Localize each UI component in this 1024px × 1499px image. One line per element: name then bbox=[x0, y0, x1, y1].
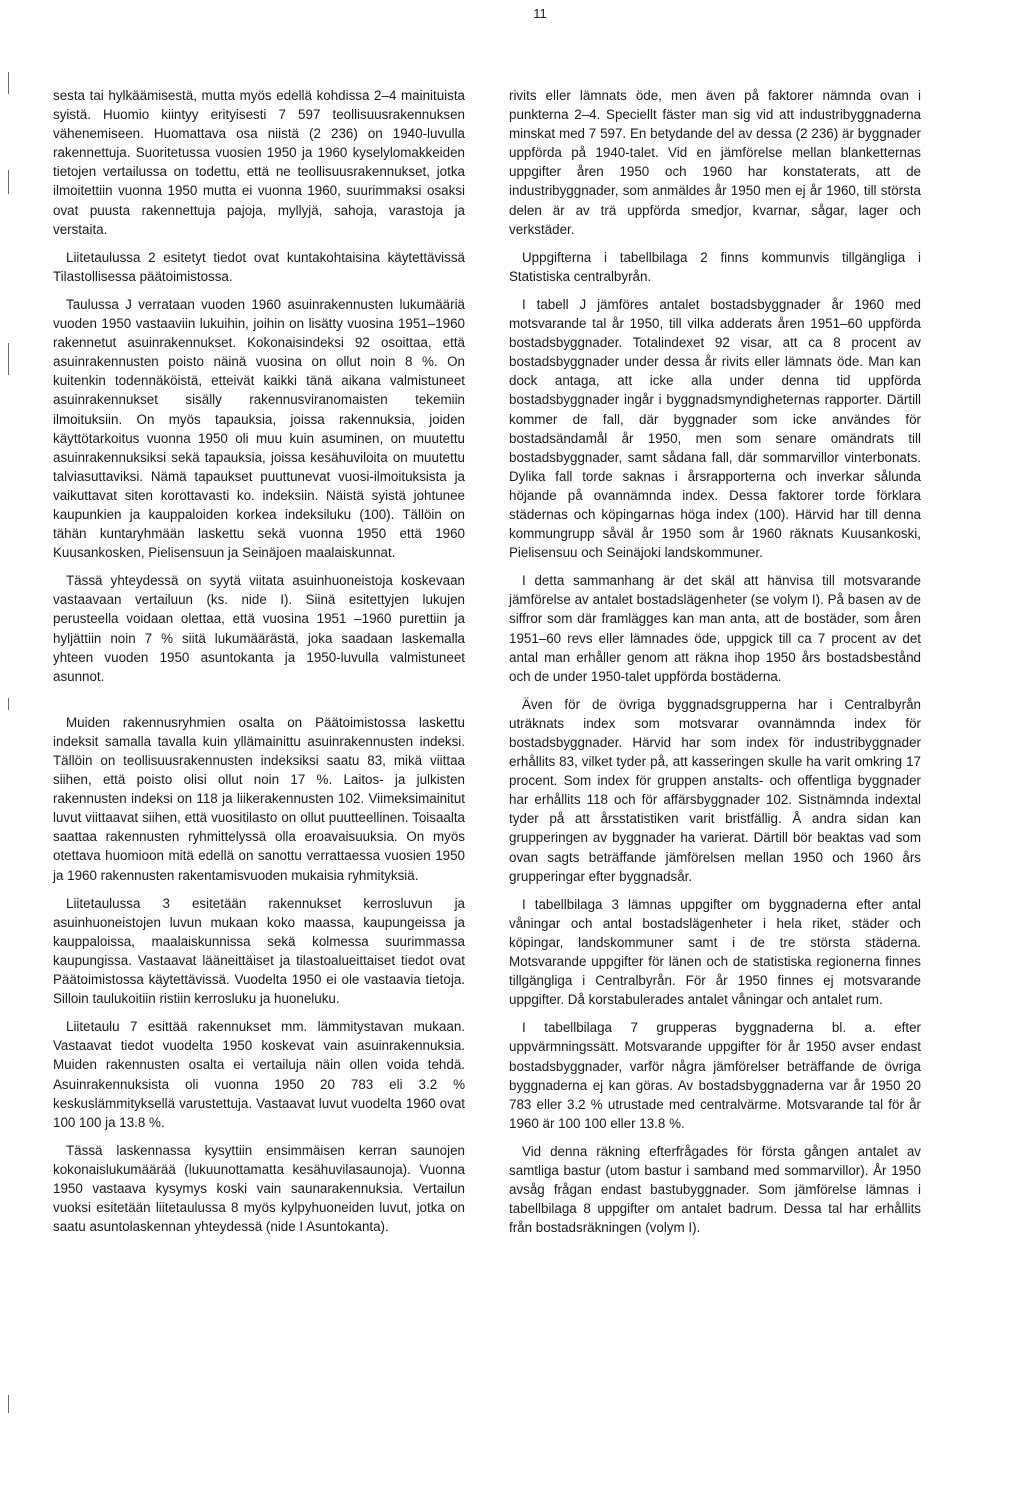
margin-mark bbox=[8, 72, 9, 94]
paragraph: rivits eller lämnats öde, men även på faktorer nämnda ovan i punkterna 2–4. Speciellt fäster man sig vid att industribyggnaderna minskat med 7 597. En betydande del av dessa (2 236) är byggnader uppförda på 1940-talet. Vid en jämförelse mellan blanketternas uppgifter åren 1950 och 1960 har konstaterats, att de industribyggnader, som anmäldes år 1950 men ej år 1960, till största delen är av trä uppförda smedjor, kvarnar, sågar, lager och verkstäder. bbox=[509, 88, 921, 237]
paragraph: I tabell J jämföres antalet bostadsbyggnader år 1960 med motsvarande tal år 1950, till vilka adderats åren 1951–60 uppförda bostadsbyggnader. Totalindexet 92 visar, att ca 8 procent av bostadsbyggnader under dessa år rivits eller lämnats öde. Man kan dock antaga, att icke alla under denna tid uppförda bostadsbyggnader ingår i byggnadsmyndigheternas rapporter. Därtill kommer de fall, där byggnader som icke användes för bostadsändamål år 1950, men som senare omändrats till bostadsbyggnader, samt sådana fall, där sommarvillor vinterbonats. Dylika fall torde saknas i årsrapporterna och inverkar sålunda höjande på ovannämnda index. Dessa faktorer torde förklara städernas och köpingarnas höga index (100). Härvid har till denna kommungrupp såväl år 1950 som år 1960 räknats Kuusankoski, Pielisensuu och Seinäjoki landskommuner. bbox=[509, 296, 921, 561]
finnish-column bbox=[53, 86, 465, 1245]
paragraph: Taulussa J verrataan vuoden 1960 asuinrakennusten lukumääriä vuoden 1950 vastaaviin lukuihin, joihin on lisätty vuosina 1951–1960 rakennetut asuinrakennukset. Kokonaisindeksi 92 osoittaa, että asuinrakennusten poisto näinä vuosina on ollut noin 8 %. On kuitenkin todennäköistä, etteivät kaikki tänä aikana valmistuneet asuinrakennukset sisälly rakennusviranomaisten tekemiin ilmoituksiin. On myös tapauksia, joissa rakennuksia, joiden käyttötarkoitus vuonna 1950 oli muu kuin asuminen, on muutettu asuinrakennuksiksi sekä tapauksia, joissa kesähuviloita on muutettu talviasuttaviksi. Nämä tapaukset puuttunevat vuosi-ilmoituksista ja vaikuttavat siten korottavasti ko. indeksiin. Näistä syistä johtunee kaupunkien ja kauppaloiden korkea indeksiluku (100). Tällöin on tähän kuntaryhmään laskettu sekä vuonna 1950 että 1960 Kuusankosken, Pielisensuun ja Seinäjoen maalaiskunnat. bbox=[53, 296, 465, 561]
paragraph: Liitetaulu 7 esittää rakennukset mm. lämmitystavan mukaan. Vastaavat tiedot vuodelta 1950 koskevat vain asuinrakennuksia. Muiden rakennusten osalta ei vertailuja näin ollen voida tehdä. Asuinrakennuksista oli vuonna 1950 20 783 eli 3.2 % keskuslämmityksellä varustettuja. Vastaavat luvut vuodelta 1960 ovat 100 100 ja 13.8 %. bbox=[53, 1019, 465, 1130]
paragraph: Liitetaulussa 2 esitetyt tiedot ovat kuntakohtaisina käytettävissä Tilastollisessa päätoimistossa. bbox=[53, 249, 465, 284]
paragraph: I detta sammanhang är det skäl att hänvisa till motsvarande jämförelse av antalet bostadslägenheter (se volym I). På basen av de siffror som där framlägges kan man anta, att de bostäder, som åren 1951–60 revs eller lämnades öde, uppgick till ca 7 procent av det antal man erhåller genom att räkna ihop 1950 års bostadsbestånd och de under 1950-talet uppförda bostäderna. bbox=[509, 573, 921, 684]
margin-mark bbox=[8, 1395, 9, 1413]
paragraph: I tabellbilaga 3 lämnas uppgifter om byggnaderna efter antal våningar och antal bostadslägenheter i hela riket, städer och köpingar, landskommuner samt i de tre största städerna. Motsvarande uppgifter för länen och de statistiska regionerna finnes tillgängliga i Centralbyrån. För år 1950 finnes ej motsvarande uppgifter. Då korstabulerades antalet våningar och antalet rum. bbox=[509, 896, 921, 1008]
margin-mark bbox=[8, 698, 9, 710]
paragraph: Även för de övriga byggnadsgrupperna har i Centralbyrån uträknats index som motsvarar ovannämnda index för bostadsbyggnader. Härvid har som index för industribyggnader erhållits 83, vilket tyder på, att kasseringen skulle ha varit omkring 17 procent. Som index för gruppen anstalts- och offentliga byggnader har erhållits 118 och för affärsbyggnader 102. Sistnämnda indextal tyder på att årsstatistiken varit bristfällig. Å andra sidan kan grupperingen av byggnader ha varierat. Därtill bör beaktas vad som ovan sagts beträffande jämförelsen mellan 1950 och 1960 års grupperingar efter byggnadsår. bbox=[509, 696, 921, 884]
paragraph: Liitetaulussa 3 esitetään rakennukset kerrosluvun ja asuinhuoneistojen luvun mukaan koko maassa, kaupungeissa ja kauppaloissa, maalaiskunnissa sekä kolmessa suurimmassa kaupungissa. Vastaavat lääneittäiset ja tilastoalueittaiset tiedot ovat Päätoimistossa käytettävissä. Vuodelta 1950 ei ole vastaavia tietoja. Silloin taulukoitiin ristiin kerrosluku ja huoneluku. bbox=[53, 895, 465, 1007]
paragraph: Vid denna räkning efterfrågades för första gången antalet av samtliga bastur (utom bastur i samband med sommarvillor). År 1950 avsåg frågan endast bastubyggnader. Som jämförelse lämnas i tabellbilaga 8 uppgifter om antalet badrum. Dessa tal har erhållits från bostadsräkningen (volym I). bbox=[509, 1143, 921, 1236]
paragraph: I tabellbilaga 7 grupperas byggnaderna bl. a. efter uppvärmningssätt. Motsvarande uppgifter för år 1950 avser endast bostadsbyggnader, varför några jämförelser beträffande de övriga byggnaderna ej kan göras. Av bostadsbyggnaderna var år 1950 20 783 eller 3.2 % utrustade med centralvärme. Motsvarande tal för år 1960 är 100 100 eller 13.8 %. bbox=[509, 1020, 921, 1131]
paragraph: Tässä yhteydessä on syytä viitata asuinhuoneistoja koskevaan vastaavaan vertailuun (ks. nide I). Siinä esitettyjen lukujen perusteella voidaan olettaa, että vuosina 1951 –1960 purettiin ja hyljättiin noin 7 % siitä lukumäärästä, joka saadaan laskemalla yhteen vuoden 1950 asuntokanta ja 1950-luvulla valmistuneet asunnot. bbox=[53, 573, 465, 684]
paragraph: Tässä laskennassa kysyttiin ensimmäisen kerran saunojen kokonaislukumäärää (lukuunottamatta kesähuvilasaunoja). Vuonna 1950 vastaava kysymys koski vain saunarakennuksia. Vertailun vuoksi esitetään liitetaulussa 8 myös kylpyhuoneiden luvut, jotka on saatu asuntolaskennan yhteydessä (nide I Asuntokanta). bbox=[53, 1142, 465, 1235]
margin-mark bbox=[8, 170, 9, 194]
paragraph: sesta tai hylkäämisestä, mutta myös edellä kohdissa 2–4 mainituista syistä. Huomio kiintyy erityisesti 7 597 teollisuusrakennuksen vähenemiseen. Huomattava osa niistä (2 236) on 1940-luvulla rakennettuja. Suoritetussa vuosien 1950 ja 1960 kyselylomakkeiden tietojen vertailussa on todettu, että ne teollisuusrakennukset, jotka ilmoitettiin vuonna 1950 mutta ei vuonna 1960, suurimmaksi osaksi ovat puusta rakennettuja pajoja, myllyjä, sahoja, varastoja ja verstaita. bbox=[53, 88, 465, 237]
paragraph: Uppgifterna i tabellbilaga 2 finns kommunvis tillgängliga i Statistiska centralbyrån. bbox=[509, 249, 921, 284]
page-number: 11 bbox=[533, 6, 547, 21]
swedish-column bbox=[509, 86, 921, 1246]
paragraph: Muiden rakennusryhmien osalta on Päätoimistossa laskettu indeksit samalla tavalla kuin yllämainittu asuinrakennusten indeksi. Tällöin on teollisuusrakennusten indeksiksi saatu 83, mikä viittaa siihen, että poisto olisi ollut noin 17 %. Laitos- ja julkisten rakennusten indeksi on 118 ja liikerakennusten 102. Viimeksimainitut luvut viittaavat siihen, että vuositilasto on ollut puutteellinen. Toisaalta saattaa rakennusten ryhmittelyssä olla eroavaisuuksia. On myös otettava huomioon mitä edellä on sanottu verrattaessa vuosien 1950 ja 1960 rakennusten rakentamisvuoden mukaisia ryhmityksiä. bbox=[53, 714, 465, 883]
margin-mark bbox=[8, 343, 9, 375]
